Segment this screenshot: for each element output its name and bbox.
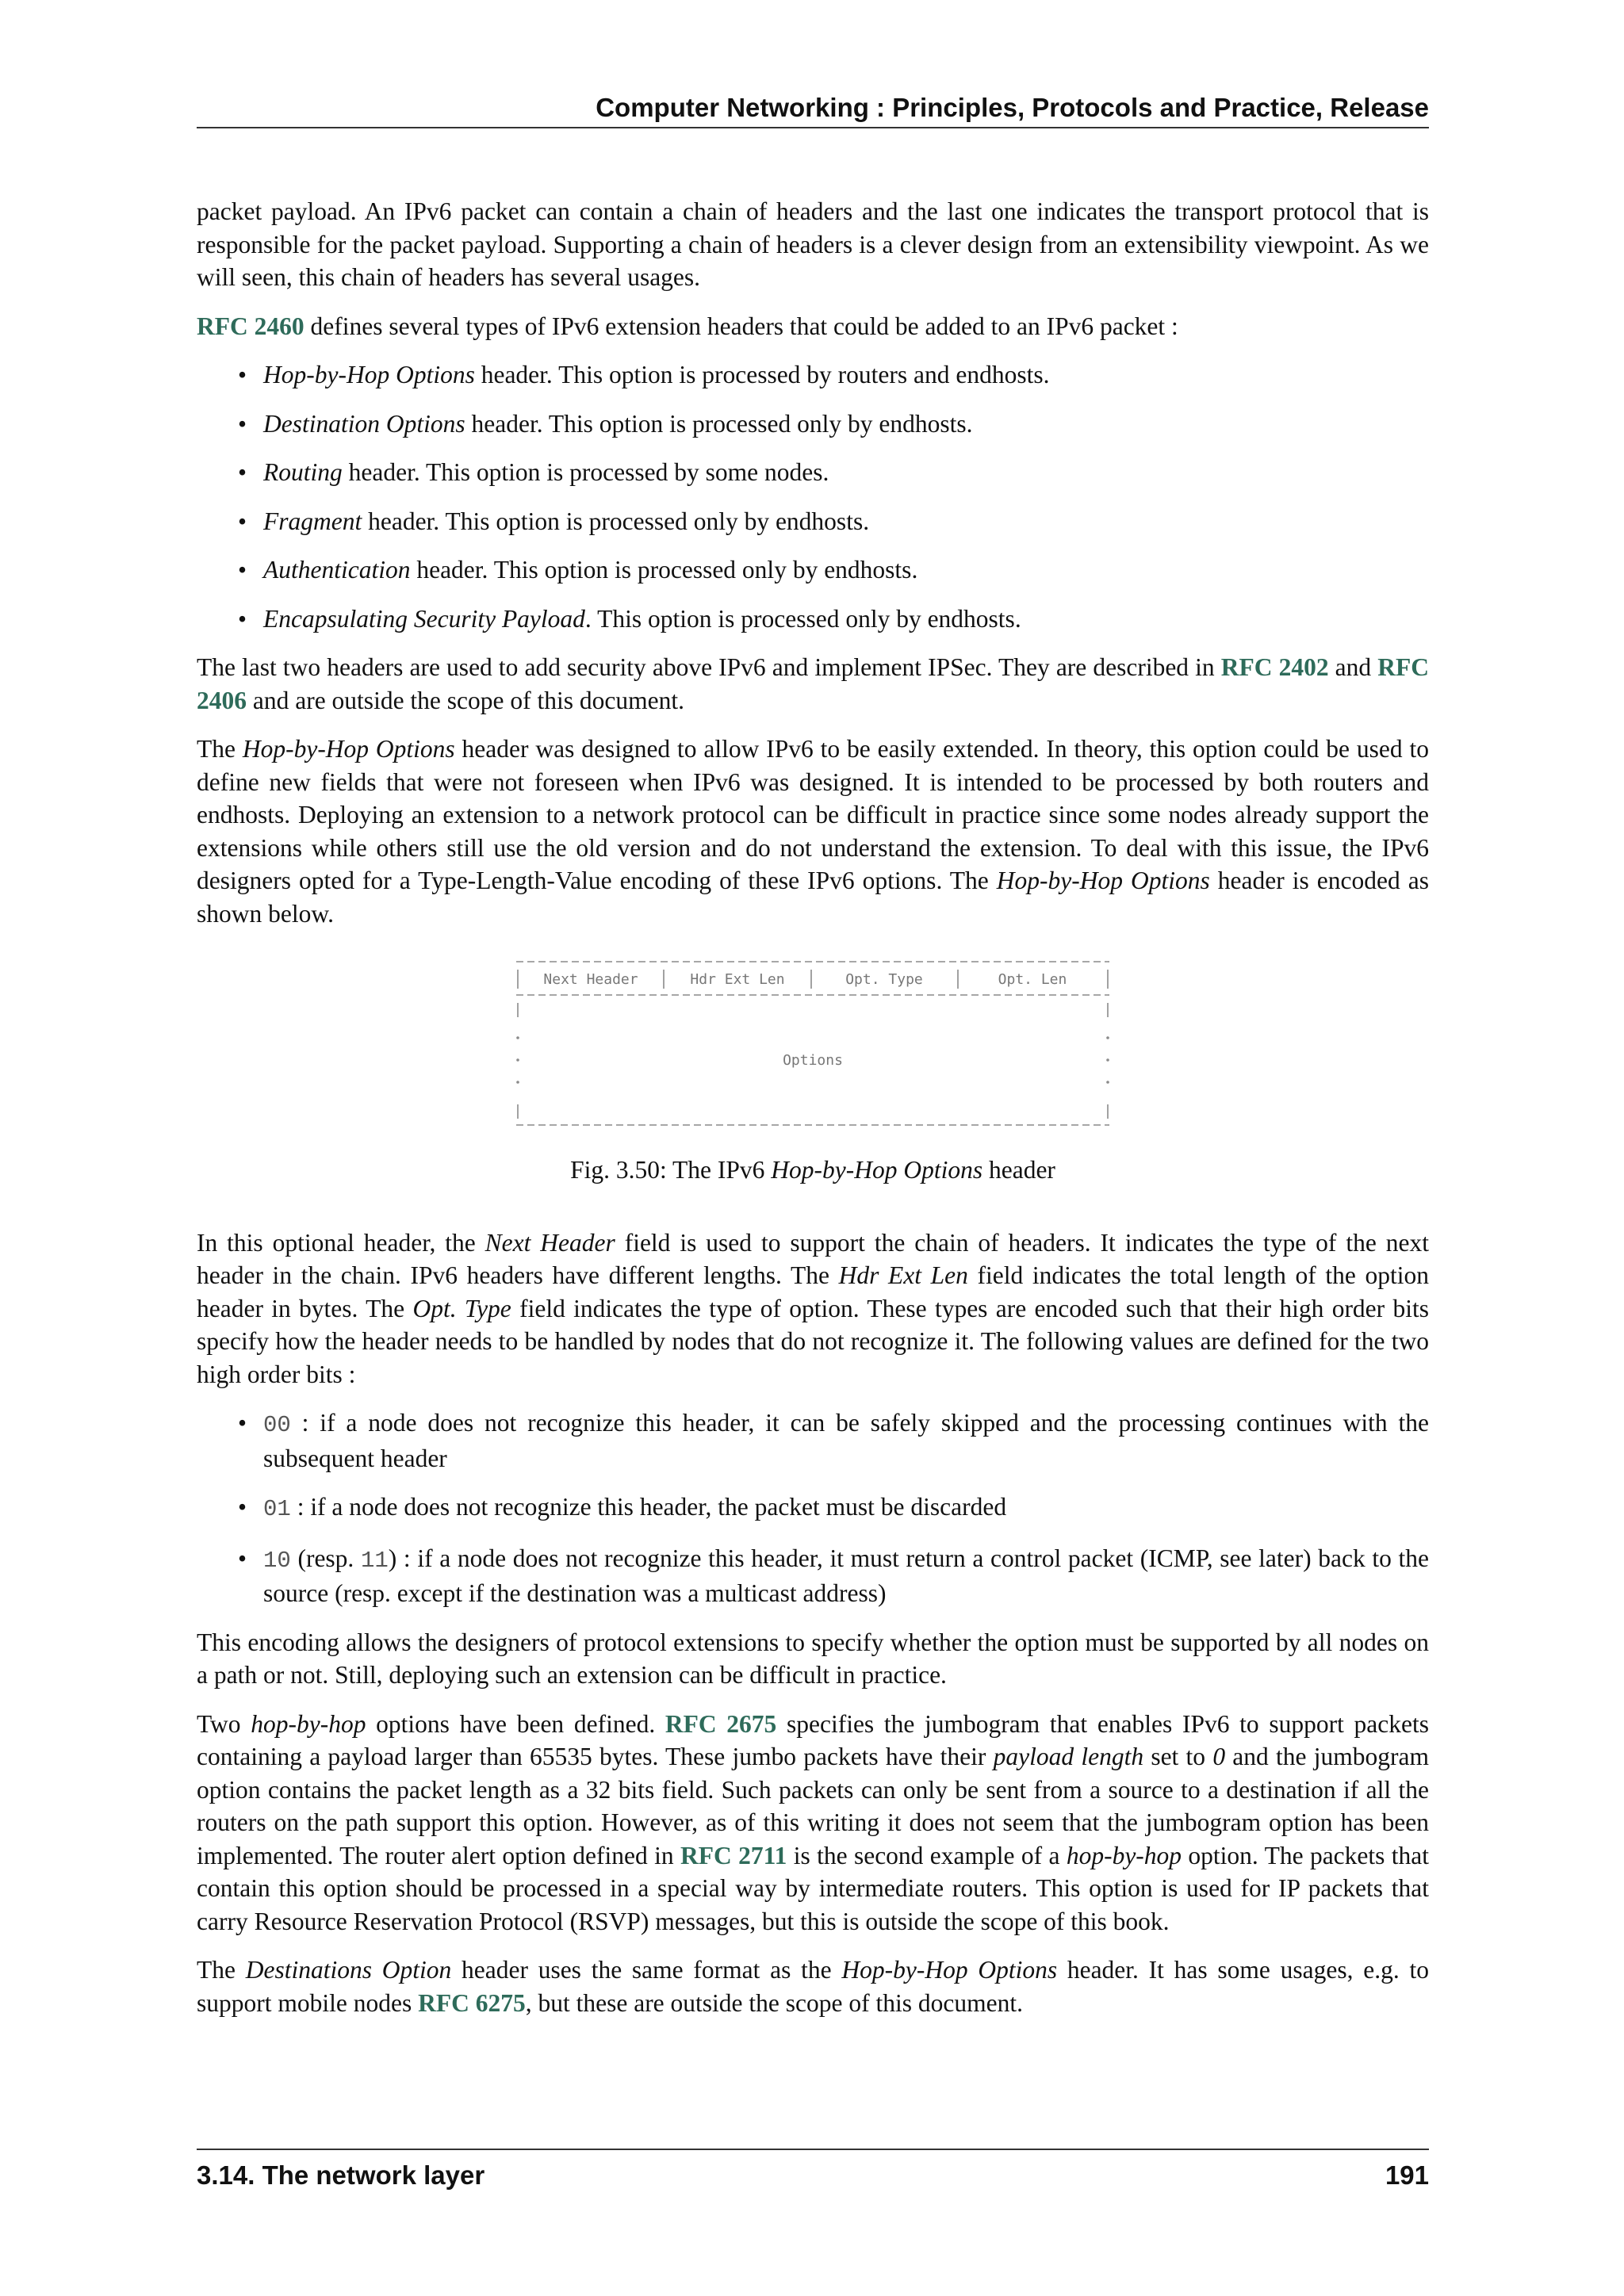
- paragraph-rfc2460: RFC 2460 defines several types of IPv6 extension headers that could be added to an IPv6 packet :: [197, 312, 1178, 340]
- list-item: • 00 : if a node does not recognize this header, it can be safely skipped and the processing continues with the subsequent header: [263, 1406, 1429, 1475]
- list-item: • Encapsulating Security Payload. This option is processed only by endhosts.: [263, 603, 1429, 636]
- paragraph-encoding: This encoding allows the designers of protocol extensions to specify whether the option must be supported by all nodes on a path or not. Still, deploying such an extension can be difficult in practice.: [197, 1628, 1429, 1689]
- high-order-bits-list: [197, 1406, 1429, 1610]
- rfc-2402-link[interactable]: RFC 2402: [1220, 653, 1329, 681]
- list-item: • 01 : if a node does not recognize this header, the packet must be discarded: [263, 1490, 1429, 1526]
- field-opt-len: Opt. Len: [998, 971, 1067, 988]
- field-options: Options: [783, 1052, 843, 1069]
- rfc-2460-link[interactable]: RFC 2460: [197, 312, 304, 340]
- paragraph-ipsec: The last two headers are used to add security above IPv6 and implement IPSec. They are described in RFC 2402 and RFC 2406 and are outside the scope of this document.: [197, 653, 1429, 714]
- paragraph-fields: In this optional header, the Next Header field is used to support the chain of headers. It indicates the type of the next header in the chain. IPv6 headers have different lengths. The Hdr Ext Len field indicates the total length of the option header in bytes. The Opt. Type field indicates the type of option. These types are encoded such that their high order bits specify how the header needs to be handled by nodes that do not recognize it. The following values are defined for the two high order bits :: [197, 1228, 1430, 1388]
- list-item: • Hop-by-Hop Options header. This option is processed by routers and endhosts.: [263, 358, 1429, 392]
- rfc-2406-link[interactable]: RFC 2406: [197, 653, 1429, 714]
- figure-caption: Fig. 3.50: The IPv6 Hop-by-Hop Options header: [570, 1156, 1055, 1184]
- field-next-header: Next Header: [543, 971, 638, 988]
- extension-header-list: [197, 358, 1429, 635]
- list-item: • 10 (resp. 11) : if a node does not recognize this header, it must return a control packet (ICMP, see later) back to the source (resp. except if the destination was a multicast address): [263, 1542, 1429, 1610]
- hop-by-hop-header-diagram: [511, 954, 1114, 1133]
- list-item: • Destination Options header. This option is processed only by endhosts.: [263, 408, 1429, 441]
- field-hdr-ext-len: Hdr Ext Len: [690, 971, 785, 988]
- rfc-2675-link[interactable]: RFC 2675: [665, 1709, 777, 1738]
- list-item: • Fragment header. This option is processed only by endhosts.: [263, 505, 1429, 538]
- rfc-2711-link[interactable]: RFC 2711: [680, 1841, 787, 1869]
- paragraph-hop-by-hop: The Hop-by-Hop Options header was designed to allow IPv6 to be easily extended. In theory, this option could be used to define new fields that were not foreseen when IPv6 was designed. It is intended to be processed by both routers and endhosts. Deploying an extension to a network protocol can be difficult in practice since some nodes already support the extensions while others still use the old version and do not understand the extension. To deal with this issue, the IPv6 designers opted for a Type-Length-Value encoding of these IPv6 options. The Hop-by-Hop Options header is encoded as shown below.: [197, 735, 1429, 928]
- document-page: [197, 0, 1429, 2296]
- list-item: • Routing header. This option is processed by some nodes.: [263, 456, 1429, 489]
- footer-section: 3.14. The network layer: [197, 2160, 485, 2190]
- page-content: [197, 195, 1429, 2035]
- figure-hop-by-hop: [197, 954, 1429, 1187]
- rfc-6275-link[interactable]: RFC 6275: [418, 1988, 526, 2017]
- field-opt-type: Opt. Type: [845, 971, 923, 988]
- running-footer: [197, 2149, 1429, 2190]
- paragraph-jumbogram: Two hop-by-hop options have been defined. RFC 2675 specifies the jumbogram that enables IPv6 to support packets containing a payload larger than 65535 bytes. These jumbo packets have their payload length set to 0 and the jumbogram option contains the packet length as a 32 bits field. Such packets can only be sent from a source to a destination if all the routers on the path support this option. However, as of this writing it does not seem that the jumbogram option has been implemented. The router alert option defined in RFC 2711 is the second example of a hop-by-hop option. The packets that contain this option should be processed in a special way by intermediate routers. This option is used for IP packets that carry Resource Reservation Protocol (RSVP) messages, but this is outside the scope of this book.: [197, 1709, 1430, 1935]
- paragraph-destinations-option: The Destinations Option header uses the same format as the Hop-by-Hop Options header. It has some usages, e.g. to support mobile nodes RFC 6275, but these are outside the scope of this document.: [197, 1956, 1429, 2017]
- paragraph-intro: packet payload. An IPv6 packet can contain a chain of headers and the last one indicates the transport protocol that is responsible for the packet payload. Supporting a chain of headers is a clever design from an extensibility viewpoint. As we will seen, this chain of headers has several usages.: [197, 197, 1429, 291]
- page-number: 191: [1385, 2160, 1429, 2190]
- running-header: Computer Networking : Principles, Protocols and Practice, Release: [197, 89, 1429, 128]
- list-item: • Authentication header. This option is processed only by endhosts.: [263, 553, 1429, 587]
